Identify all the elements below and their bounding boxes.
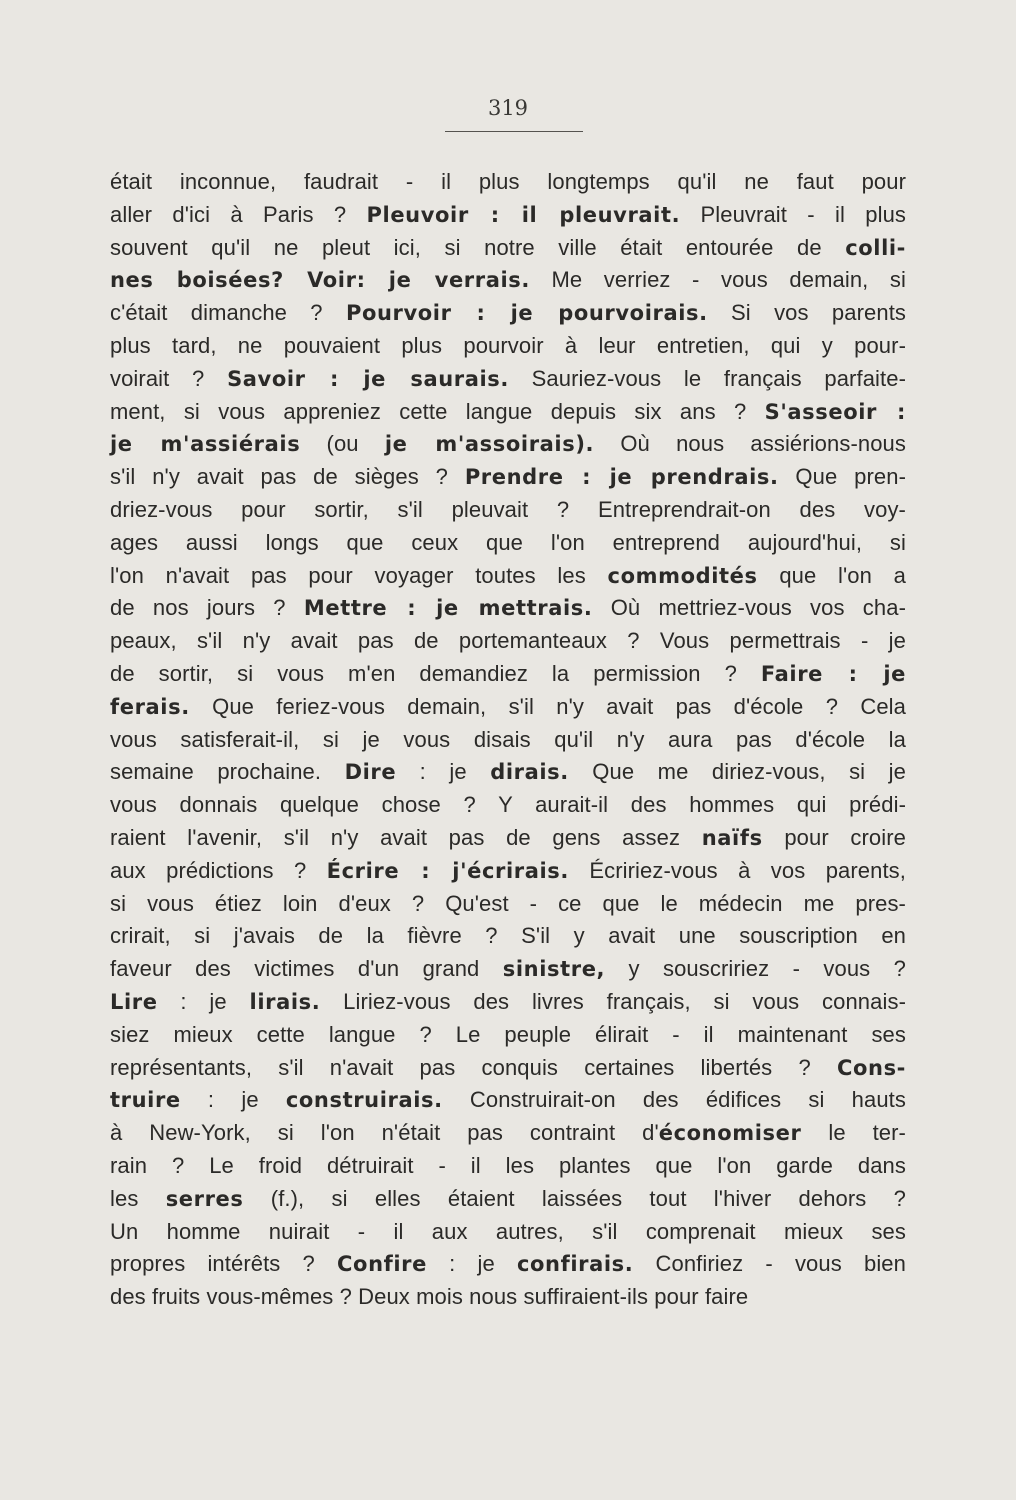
text-line	[110, 527, 906, 560]
text-line	[110, 1216, 906, 1249]
text-run: représentants, s'il n'avait pas conquis certaines libertés ?	[110, 1054, 837, 1080]
bold-text: Faire : je	[760, 661, 906, 686]
text-line	[110, 953, 906, 986]
bold-text: Savoir : je saurais.	[227, 366, 509, 391]
text-run: semaine prochaine.	[110, 759, 345, 785]
text-run: Sauriez-vous le français parfaite-	[508, 365, 906, 391]
bold-text: ferais.	[110, 694, 190, 719]
text-run: Que pren-	[778, 464, 906, 490]
text-run: Où mettriez-vous vos cha-	[592, 595, 907, 621]
text-run: Liriez-vous des livres français, si vous connais-	[320, 988, 906, 1014]
text-run: Construirait-on des édifices si hauts	[442, 1087, 906, 1113]
text-line	[110, 625, 906, 658]
bold-text: Dire	[344, 760, 397, 785]
text-run: de sortir, si vous m'en demandiez la permission ?	[110, 660, 761, 686]
text-line	[110, 297, 906, 330]
text-line	[110, 1019, 906, 1052]
bold-text: Prendre : je prendrais.	[464, 465, 779, 490]
text-run: faveur des victimes d'un grand	[110, 956, 503, 982]
bold-text: naïfs	[701, 825, 763, 850]
text-line	[110, 396, 906, 429]
bold-text: Confire	[337, 1252, 427, 1277]
bold-text: colli-	[845, 235, 906, 260]
text-run: pour croire	[762, 824, 907, 850]
bold-text: je m'assoirais).	[384, 432, 595, 457]
text-run: à New-York, si l'on n'était pas contraint d'	[110, 1120, 659, 1146]
text-run: des fruits vous-mêmes ? Deux mois nous suffiraient-ils pour faire	[110, 1284, 749, 1310]
text-run: rain ? Le froid détruirait - il les plantes que l'on garde dans	[110, 1152, 906, 1178]
text-run: Si vos parents	[707, 300, 907, 326]
bold-text: construirais.	[285, 1088, 443, 1113]
text-run: y souscririez - vous ?	[605, 956, 906, 982]
text-run: l'on n'avait pas pour voyager toutes les	[110, 562, 608, 588]
text-run: aller d'ici à Paris ?	[110, 201, 367, 227]
text-run: Pleuvrait - il plus	[680, 201, 907, 227]
text-run: raient l'avenir, s'il n'y avait pas de gens assez	[110, 824, 702, 850]
text-line	[110, 756, 906, 789]
bold-text: je m'assiérais	[110, 432, 301, 457]
text-run: Écririez-vous à vos parents,	[568, 857, 906, 883]
text-run: c'était dimanche ?	[110, 300, 346, 326]
text-run: aux prédictions ?	[110, 857, 327, 883]
text-run: Où nous assiérions-nous	[594, 431, 906, 457]
text-line	[110, 232, 906, 265]
text-line	[110, 494, 906, 527]
text-line	[110, 724, 906, 757]
text-line	[110, 855, 906, 888]
bold-text: truire	[110, 1088, 181, 1113]
text-run: si vous étiez loin d'eux ? Qu'est - ce que le médecin me pres-	[110, 890, 906, 916]
text-line	[110, 658, 906, 691]
text-run: (ou	[300, 431, 385, 457]
page-number: 319	[487, 96, 529, 120]
text-run: était inconnue, faudrait - il plus longtemps qu'il ne faut pour	[110, 169, 906, 194]
text-run: Que me diriez-vous, si je	[568, 759, 906, 785]
text-line	[110, 560, 906, 593]
text-run: (f.), si elles étaient laissées tout l'hiver dehors ?	[243, 1185, 906, 1211]
text-run: de nos jours ?	[110, 595, 304, 621]
bold-text: économiser	[658, 1121, 802, 1146]
text-line	[110, 461, 906, 494]
bold-text: Pleuvoir : il pleuvrait.	[366, 202, 681, 227]
header-rule	[445, 131, 583, 132]
bold-text: sinistre,	[502, 957, 606, 982]
text-run: plus tard, ne pouvaient plus pourvoir à leur entretien, qui y pour-	[110, 332, 906, 358]
text-line	[110, 1281, 906, 1314]
text-line	[110, 428, 906, 461]
text-line	[110, 822, 906, 855]
text-run: crirait, si j'avais de la fièvre ? S'il y avait une souscription en	[110, 923, 906, 949]
bold-text: Écrire : j'écrirais.	[326, 858, 569, 883]
text-line	[110, 166, 906, 199]
text-run: : je	[157, 988, 250, 1014]
text-line	[110, 592, 906, 625]
text-run: vous satisferait-il, si je vous disais qu'il n'y aura pas d'école la	[110, 726, 906, 752]
text-line	[110, 199, 906, 232]
text-run: siez mieux cette langue ? Le peuple élirait - il maintenant ses	[110, 1021, 906, 1047]
text-run: propres intérêts ?	[110, 1251, 338, 1277]
bold-text: Mettre : je mettrais.	[303, 596, 593, 621]
text-line	[110, 888, 906, 921]
text-line	[110, 264, 906, 297]
text-run: vous donnais quelque chose ? Y aurait-il des hommes qui prédi-	[110, 792, 906, 818]
text-line	[110, 986, 906, 1019]
bold-text: commodités	[607, 563, 758, 588]
text-line	[110, 1084, 906, 1117]
body-text	[110, 166, 906, 1314]
text-run: : je	[426, 1251, 517, 1277]
text-run: s'il n'y avait pas de sièges ?	[110, 464, 465, 490]
text-run: les	[110, 1185, 166, 1211]
text-line	[110, 363, 906, 396]
text-run: peaux, s'il n'y avait pas de portemanteaux ? Vous permettrais - je	[110, 628, 906, 654]
text-line	[110, 920, 906, 953]
text-run: Me verriez - vous demain, si	[529, 267, 906, 293]
text-line	[110, 1117, 906, 1150]
bold-text: Pourvoir : je pourvoirais.	[345, 301, 708, 326]
bold-text: dirais.	[490, 760, 569, 785]
text-line	[110, 1150, 906, 1183]
text-run: driez-vous pour sortir, s'il pleuvait ? Entreprendrait-on des voy-	[110, 496, 906, 522]
text-run: voirait ?	[110, 365, 228, 391]
text-run: que l'on a	[757, 562, 907, 588]
text-run: le ter-	[801, 1120, 906, 1146]
bold-text: confirais.	[516, 1252, 634, 1277]
text-line	[110, 1248, 906, 1281]
text-run: souvent qu'il ne pleut ici, si notre ville était entourée de	[110, 234, 846, 260]
text-run: : je	[396, 759, 491, 785]
text-line	[110, 1052, 906, 1085]
bold-text: S'asseoir :	[764, 399, 906, 424]
bold-text: Lire	[110, 989, 158, 1014]
text-run: Confiriez - vous bien	[633, 1251, 906, 1277]
text-line	[110, 789, 906, 822]
text-run: ages aussi longs que ceux que l'on entreprend aujourd'hui, si	[110, 529, 906, 555]
text-run: ment, si vous appreniez cette langue depuis six ans ?	[110, 398, 765, 424]
text-line	[110, 330, 906, 363]
bold-text: Cons-	[836, 1055, 906, 1080]
bold-text: lirais.	[249, 989, 321, 1014]
bold-text: serres	[165, 1186, 244, 1211]
text-run: Que feriez-vous demain, s'il n'y avait pas d'école ? Cela	[189, 693, 906, 719]
text-run: : je	[180, 1087, 286, 1113]
bold-text: nes boisées? Voir: je verrais.	[110, 268, 530, 293]
text-run: Un homme nuirait - il aux autres, s'il comprenait mieux ses	[110, 1218, 906, 1244]
text-line	[110, 691, 906, 724]
text-line	[110, 1183, 906, 1216]
